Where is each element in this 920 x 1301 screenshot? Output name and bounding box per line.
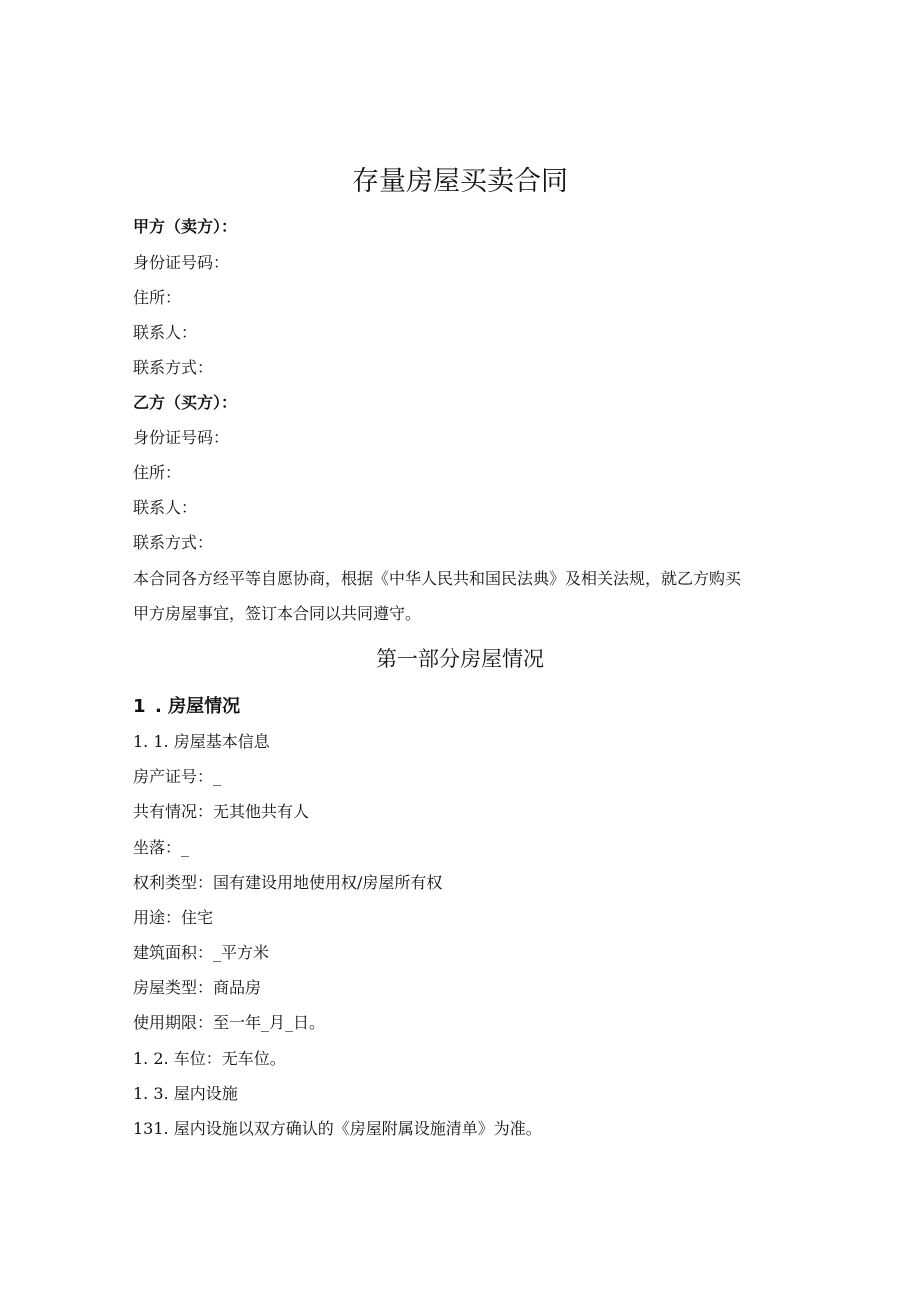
section-heading <box>133 695 240 719</box>
item-facilities: 1. 3. 屋内设施 <box>133 1084 238 1103</box>
party-b-id-number: 身份证号码： <box>133 428 230 447</box>
party-a-id-number: 身份证号码： <box>133 253 230 272</box>
section-heading-text: . 房屋情况 <box>155 696 241 717</box>
party-a-label: 甲方（卖方）： <box>133 217 238 236</box>
part-one-title: 第一部分房屋情况 <box>376 647 544 671</box>
item-parking: 1. 2. 车位：无车位。 <box>133 1049 286 1068</box>
item-term: 使用期限：至一年_月_日。 <box>133 1013 326 1032</box>
document-title: 存量房屋买卖合同 <box>352 166 568 197</box>
item-certificate-number: 房产证号：_ <box>133 767 222 786</box>
item-floor-area: 建筑面积：_平方米 <box>133 943 270 962</box>
section-heading-number: 1 <box>133 696 146 717</box>
preamble-line-2: 甲方房屋事宜，签订本合同以共同遵守。 <box>133 604 422 623</box>
party-a-contact-person: 联系人： <box>133 323 198 342</box>
party-a-contact-method: 联系方式： <box>133 358 214 377</box>
item-co-ownership: 共有情况：无其他共有人 <box>133 802 310 821</box>
item-usage: 用途：住宅 <box>133 908 214 927</box>
item-location: 坐落：_ <box>133 838 190 857</box>
item-right-type: 权利类型：国有建设用地使用权/房屋所有权 <box>133 873 443 892</box>
party-b-address: 住所： <box>133 463 182 482</box>
item-facilities-list: 131. 屋内设施以双方确认的《房屋附属设施清单》为准。 <box>133 1119 542 1138</box>
preamble-line-1: 本合同各方经平等自愿协商，根据《中华人民共和国民法典》及相关法规，就乙方购买 <box>133 569 742 588</box>
party-b-contact-method: 联系方式： <box>133 533 214 552</box>
party-b-contact-person: 联系人： <box>133 498 198 517</box>
party-a-address: 住所： <box>133 288 182 307</box>
party-b-label: 乙方（买方）： <box>133 393 238 412</box>
item-house-type: 房屋类型：商品房 <box>133 978 262 997</box>
item-basic-info: 1. 1. 房屋基本信息 <box>133 732 270 751</box>
